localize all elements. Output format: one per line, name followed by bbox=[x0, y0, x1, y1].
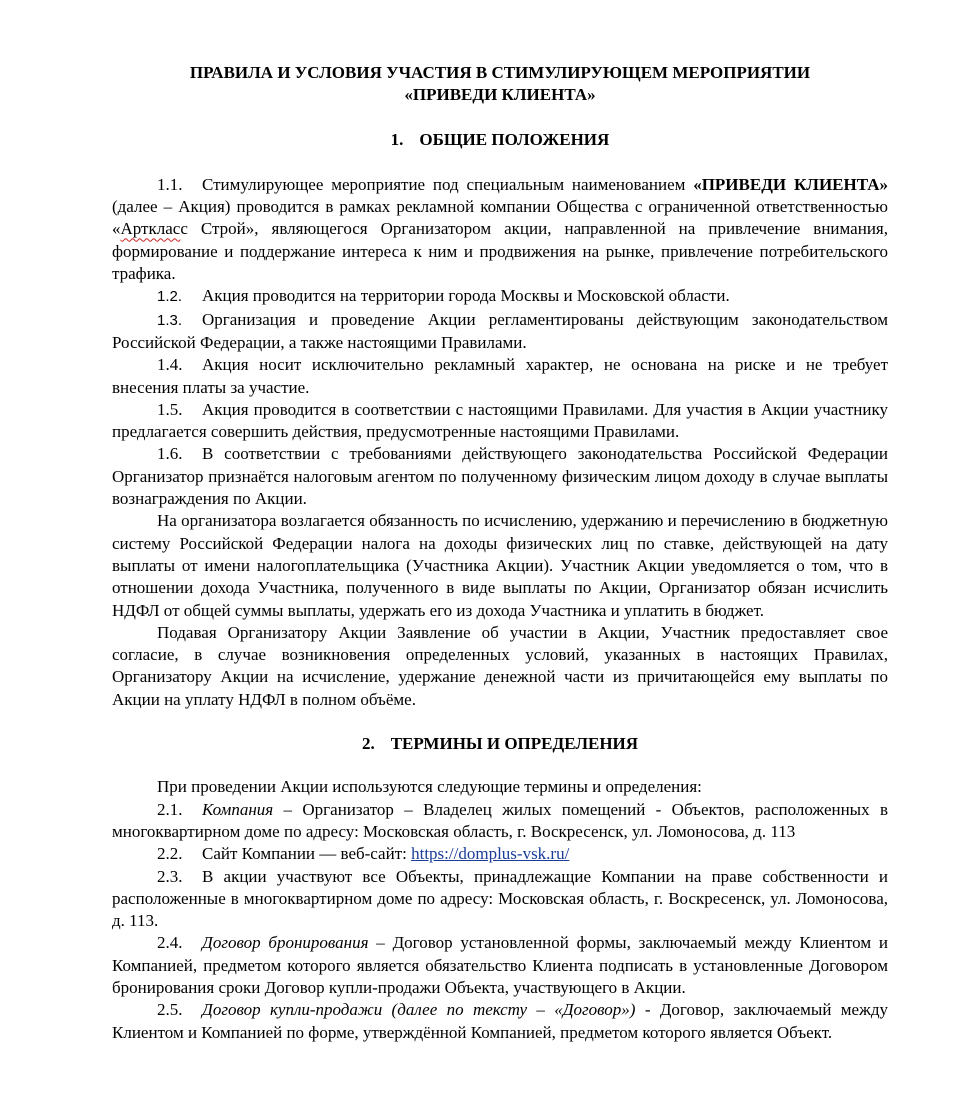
paragraph-number: 2.3. bbox=[157, 866, 183, 886]
spellcheck-word: Артклас bbox=[120, 219, 181, 239]
paragraph-1-2: 1.2. Акция проводится на территории города Москвы и Московской области. bbox=[112, 285, 888, 308]
section-2-heading bbox=[112, 733, 888, 755]
section-2-number: 2. bbox=[361, 734, 375, 754]
paragraph-2-4: 2.4. Договор бронирования – Договор установленной формы, заключаемый между Клиентом и Компанией, предметом которого является обязательство Клиента подписать в установленные Договором бронирования сроки Договор купли-продажи Объекта, участвующего в Акции. bbox=[112, 933, 888, 997]
promo-name: «ПРИВЕДИ КЛИЕНТА» bbox=[693, 174, 888, 194]
paragraph-terms-intro: При проведении Акции используются следующие термины и определения: bbox=[157, 777, 702, 797]
paragraph-1-1: 1.1. Стимулирующее мероприятие под специальным наименованием «ПРИВЕДИ КЛИЕНТА» (далее – Акция) проводится в рамках рекламной компании Общества с ограниченной ответственностью «Арткласс Строй», являющегося Организатором акции, направленной на привлечение внимания, формирование и поддержание интереса к ним и продвижения на рынке, привлечение потребительского трафика. bbox=[112, 174, 888, 284]
paragraph-number: 1.5. bbox=[157, 399, 183, 419]
paragraph-number: 2.4. bbox=[157, 933, 183, 953]
paragraph-1-3: 1.3. Организация и проведение Акции регламентированы действующим законодательством Российской Федерации, а также настоящими Правилами. bbox=[112, 309, 888, 352]
title-line-2: «ПРИВЕДИ КЛИЕНТА» bbox=[404, 85, 596, 105]
paragraph-consent: Подавая Организатору Акции Заявление об участии в Акции, Участник предоставляет свое согласие, в случае возникновения определенных условий, указанных в настоящих Правилах, Организатору Акции на исчисление, удержание денежной части из причитающейся ему выплаты по Акции на уплату НДФЛ в полном объёме. bbox=[112, 622, 888, 709]
section-1-heading bbox=[112, 129, 888, 151]
paragraph-2-3: 2.3. В акции участвуют все Объекты, принадлежащие Компании на праве собственности и расположенные в многоквартирном доме по адресу: Московская область, г. Воскресенск, ул. Ломоносова, д. 113. bbox=[112, 866, 888, 931]
company-site-link[interactable]: https://domplus-vsk.ru/ bbox=[411, 844, 570, 864]
section-1-title: ОБЩИЕ ПОЛОЖЕНИЯ bbox=[419, 129, 610, 149]
paragraph-tax-obligation: На организатора возлагается обязанность по исчислению, удержанию и перечислению в бюджетную систему Российской Федерации налога на доходы физических лиц по ставке, действующей на дату выплаты от имени налогоплательщика (Участника Акции). Участник Акции уведомляется о том, что в отношении дохода Участника, полученного в виде выплаты по Акции, Организатор обязан исчислить НДФЛ от общей суммы выплаты, удержать его из дохода Участника и уплатить в бюджет. bbox=[112, 511, 888, 620]
section-2-title: ТЕРМИНЫ И ОПРЕДЕЛЕНИЯ bbox=[390, 734, 639, 754]
document-page bbox=[112, 62, 888, 1044]
title-line-1: ПРАВИЛА И УСЛОВИЯ УЧАСТИЯ В СТИМУЛИРУЮЩЕМ МЕРОПРИЯТИИ bbox=[189, 63, 811, 82]
paragraph-1-4: 1.4. Акция носит исключительно рекламный характер, не основана на риске и не требует внесения платы за участие. bbox=[112, 355, 888, 397]
paragraph-1-5: 1.5. Акция проводится в соответствии с настоящими Правилами. Для участия в Акции участнику предлагается совершить действия, предусмотренные настоящими Правилами. bbox=[112, 399, 888, 442]
paragraph-number: 2.2. bbox=[157, 844, 183, 864]
term: Договор бронирования bbox=[202, 933, 369, 953]
paragraph-number: 1.1. bbox=[157, 174, 183, 194]
paragraph-number: 1.2. bbox=[157, 288, 183, 306]
paragraph-number: 1.3. bbox=[157, 311, 183, 329]
paragraph-number: 1.4. bbox=[157, 355, 183, 375]
paragraph-2-1: 2.1. Компания – Организатор – Владелец жилых помещений - Объектов, расположенных в многоквартирном доме по адресу: Московская область, г. Воскресенск, ул. Ломоносова, д. 113 bbox=[112, 799, 888, 841]
paragraph-number: 2.1. bbox=[157, 799, 183, 819]
section-1-number: 1. bbox=[390, 129, 404, 149]
term: Договор купли-продажи (далее по тексту – «Договор») bbox=[202, 1000, 636, 1020]
document-title bbox=[112, 62, 888, 107]
paragraph-2-2: 2.2. Сайт Компании — веб-сайт: https://domplus-vsk.ru/ bbox=[112, 843, 888, 865]
paragraph-number: 1.6. bbox=[157, 444, 183, 464]
paragraph-2-5: 2.5. Договор купли-продажи (далее по тексту – «Договор») - Договор, заключаемый между Клиентом и Компанией по форме, утверждённой Компанией, предметом которого является Объект. bbox=[112, 1000, 888, 1042]
paragraph-1-6: 1.6. В соответствии с требованиями действующего законодательства Российской Федерации Организатор признаётся налоговым агентом по полученному физическим лицом доходу в случае выплаты вознаграждения по Акции. bbox=[112, 444, 888, 509]
paragraph-number: 2.5. bbox=[157, 1000, 183, 1020]
term: Компания bbox=[202, 799, 274, 819]
